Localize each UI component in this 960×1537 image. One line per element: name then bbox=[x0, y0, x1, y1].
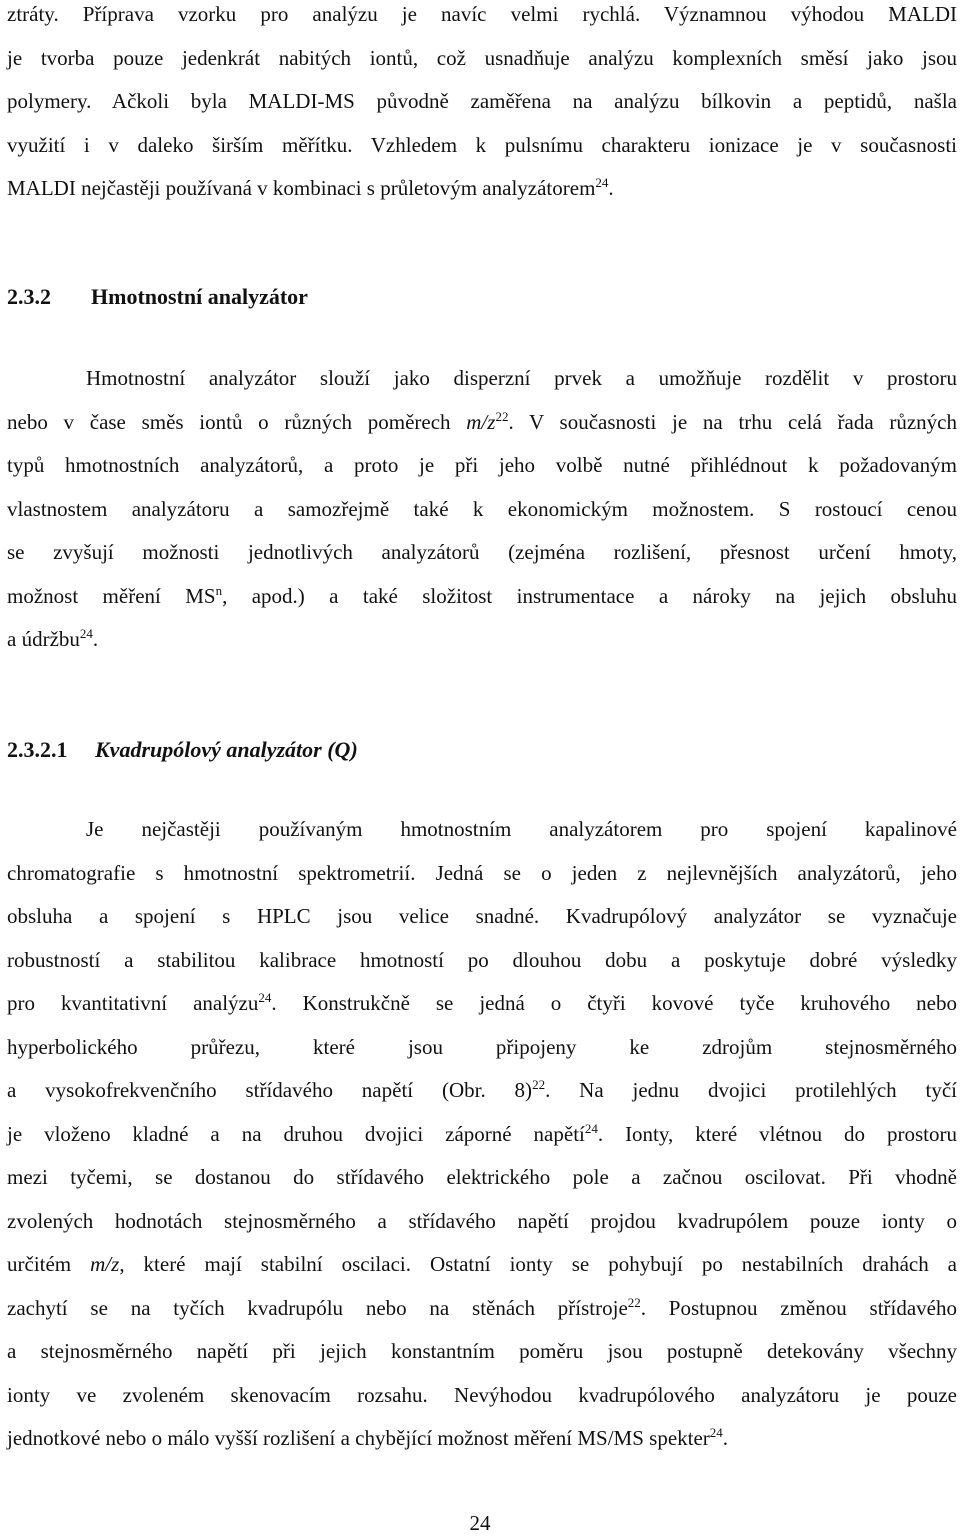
text-line: jednotkové nebo o málo vyšší rozlišení a chybějící možnost měření MS/MS spekter$^{24}$. bbox=[7, 1425, 729, 1450]
text-line: ionty ve zvoleném skenovacím rozsahu. Nevýhodou kvadrupólového analyzátoru je pouze bbox=[7, 1382, 957, 1407]
mz-italic: m/z bbox=[90, 1252, 120, 1276]
text-line: je tvorba pouze jedenkrát nabitých iontů, což usnadňuje analýzu komplexních směsí jako jsou bbox=[7, 45, 957, 70]
paragraph-mass-analyzer bbox=[7, 357, 957, 662]
text-line: robustností a stabilitou kalibrace hmotností po dlouhou dobu a poskytuje dobré výsledky bbox=[7, 947, 957, 972]
text-line: nebo v čase směs iontů o různých poměrech $m/z^{22}$. V současnosti je na trhu celá řada různých bbox=[7, 408, 957, 434]
text-line: se zvyšují možnosti jednotlivých analyzátorů (zejména rozlišení, přesnost určení hmoty, bbox=[7, 540, 957, 564]
text-line: je vloženo kladné a na druhou dvojici záporné napětí$^{24}$. Ionty, které vlétnou do prostoru bbox=[7, 1120, 957, 1146]
text-line: MALDI nejčastěji používaná v kombinaci s průletovým analyzátorem$^{24}$. bbox=[7, 175, 614, 200]
section-title: Hmotnostní analyzátor bbox=[91, 284, 308, 309]
citation-ref: 22 bbox=[495, 408, 509, 424]
text-line: a údržbu$^{24}$. bbox=[7, 626, 99, 651]
text-line: Je nejčastěji používaným hmotnostním analyzátorem pro spojení kapalinové bbox=[86, 817, 957, 841]
text-line: využití i v daleko širším měřítku. Vzhledem k pulsnímu charakteru ionizace je v současnosti bbox=[7, 132, 957, 157]
citation-ref: 22 bbox=[532, 1077, 546, 1092]
text-line: vlastnostem analyzátoru a samozřejmě také k ekonomickým možnostem. S rostoucí cenou bbox=[7, 496, 957, 521]
text-line: a stejnosměrného napětí při jejich konstantním poměru jsou postupně detekovány všechny bbox=[7, 1339, 957, 1363]
subsection-heading bbox=[7, 737, 358, 763]
text-line: chromatografie s hmotnostní spektrometrií. Jedná se o jeden z nejlevnějších analyzátorů, jeho bbox=[7, 860, 957, 885]
subsection-number: 2.3.2.1 bbox=[7, 737, 68, 762]
paragraph-maldi bbox=[7, 0, 957, 211]
page-number: 24 bbox=[469, 1511, 491, 1535]
paragraph-quadrupole bbox=[7, 808, 957, 1461]
citation-ref: 24 bbox=[584, 1120, 598, 1136]
section-heading bbox=[7, 284, 308, 310]
text-line: možnost měření $MS^n$, apod.) a také složitost instrumentace a nároky na jejich obsluhu bbox=[7, 582, 957, 608]
text-line: polymery. Ačkoli byla MALDI-MS původně zaměřena na analýzu bílkovin a peptidů, našla bbox=[7, 89, 957, 113]
superscript-n: n bbox=[215, 582, 223, 598]
text-line: obsluha a spojení s HPLC jsou velice snadné. Kvadrupólový analyzátor se vyznačuje bbox=[7, 904, 957, 928]
text-line: ztráty. Příprava vzorku pro analýzu je navíc velmi rychlá. Významnou výhodou MALDI bbox=[7, 2, 957, 26]
section-number: 2.3.2 bbox=[7, 284, 51, 309]
text-line: Hmotnostní analyzátor slouží jako disperzní prvek a umožňuje rozdělit v prostoru bbox=[86, 366, 957, 390]
text-line: zvolených hodnotách stejnosměrného a střídavého napětí projdou kvadrupólem pouze ionty o bbox=[7, 1208, 957, 1233]
citation-ref: 24 bbox=[709, 1425, 723, 1440]
citation-ref: 22 bbox=[627, 1294, 641, 1310]
citation-ref: 24 bbox=[79, 626, 93, 641]
text-line: určitém m/z, které mají stabilní oscilaci. Ostatní ionty se pohybují po nestabilních drahách a bbox=[7, 1252, 958, 1276]
text-line: a vysokofrekvenčního střídavého napětí (Obr. 8)$^{22}$. Na jednu dvojici protilehlých tyčí bbox=[7, 1077, 957, 1102]
text-line: typů hmotnostních analyzátorů, a proto je při jeho volbě nutné přihlédnout k požadovaným bbox=[7, 453, 957, 477]
citation-ref: 24 bbox=[258, 990, 272, 1005]
subsection-title: Kvadrupólový analyzátor (Q) bbox=[95, 737, 358, 762]
text-line: pro kvantitativní analýzu$^{24}$. Konstrukčně se jedná o čtyři kovové tyče kruhového nebo bbox=[7, 990, 957, 1015]
citation-ref: 24 bbox=[595, 175, 609, 190]
text-line: mezi tyčemi, se dostanou do střídavého elektrického pole a začnou oscilovat. Při vhodně bbox=[7, 1165, 957, 1189]
text-line: hyperbolického průřezu, které jsou připojeny ke zdrojům stejnosměrného bbox=[7, 1034, 957, 1059]
mz-italic: m/z bbox=[466, 409, 496, 434]
text-line: zachytí se na tyčích kvadrupólu nebo na stěnách přístroje$^{22}$. Postupnou změnou střídavého bbox=[7, 1294, 958, 1320]
